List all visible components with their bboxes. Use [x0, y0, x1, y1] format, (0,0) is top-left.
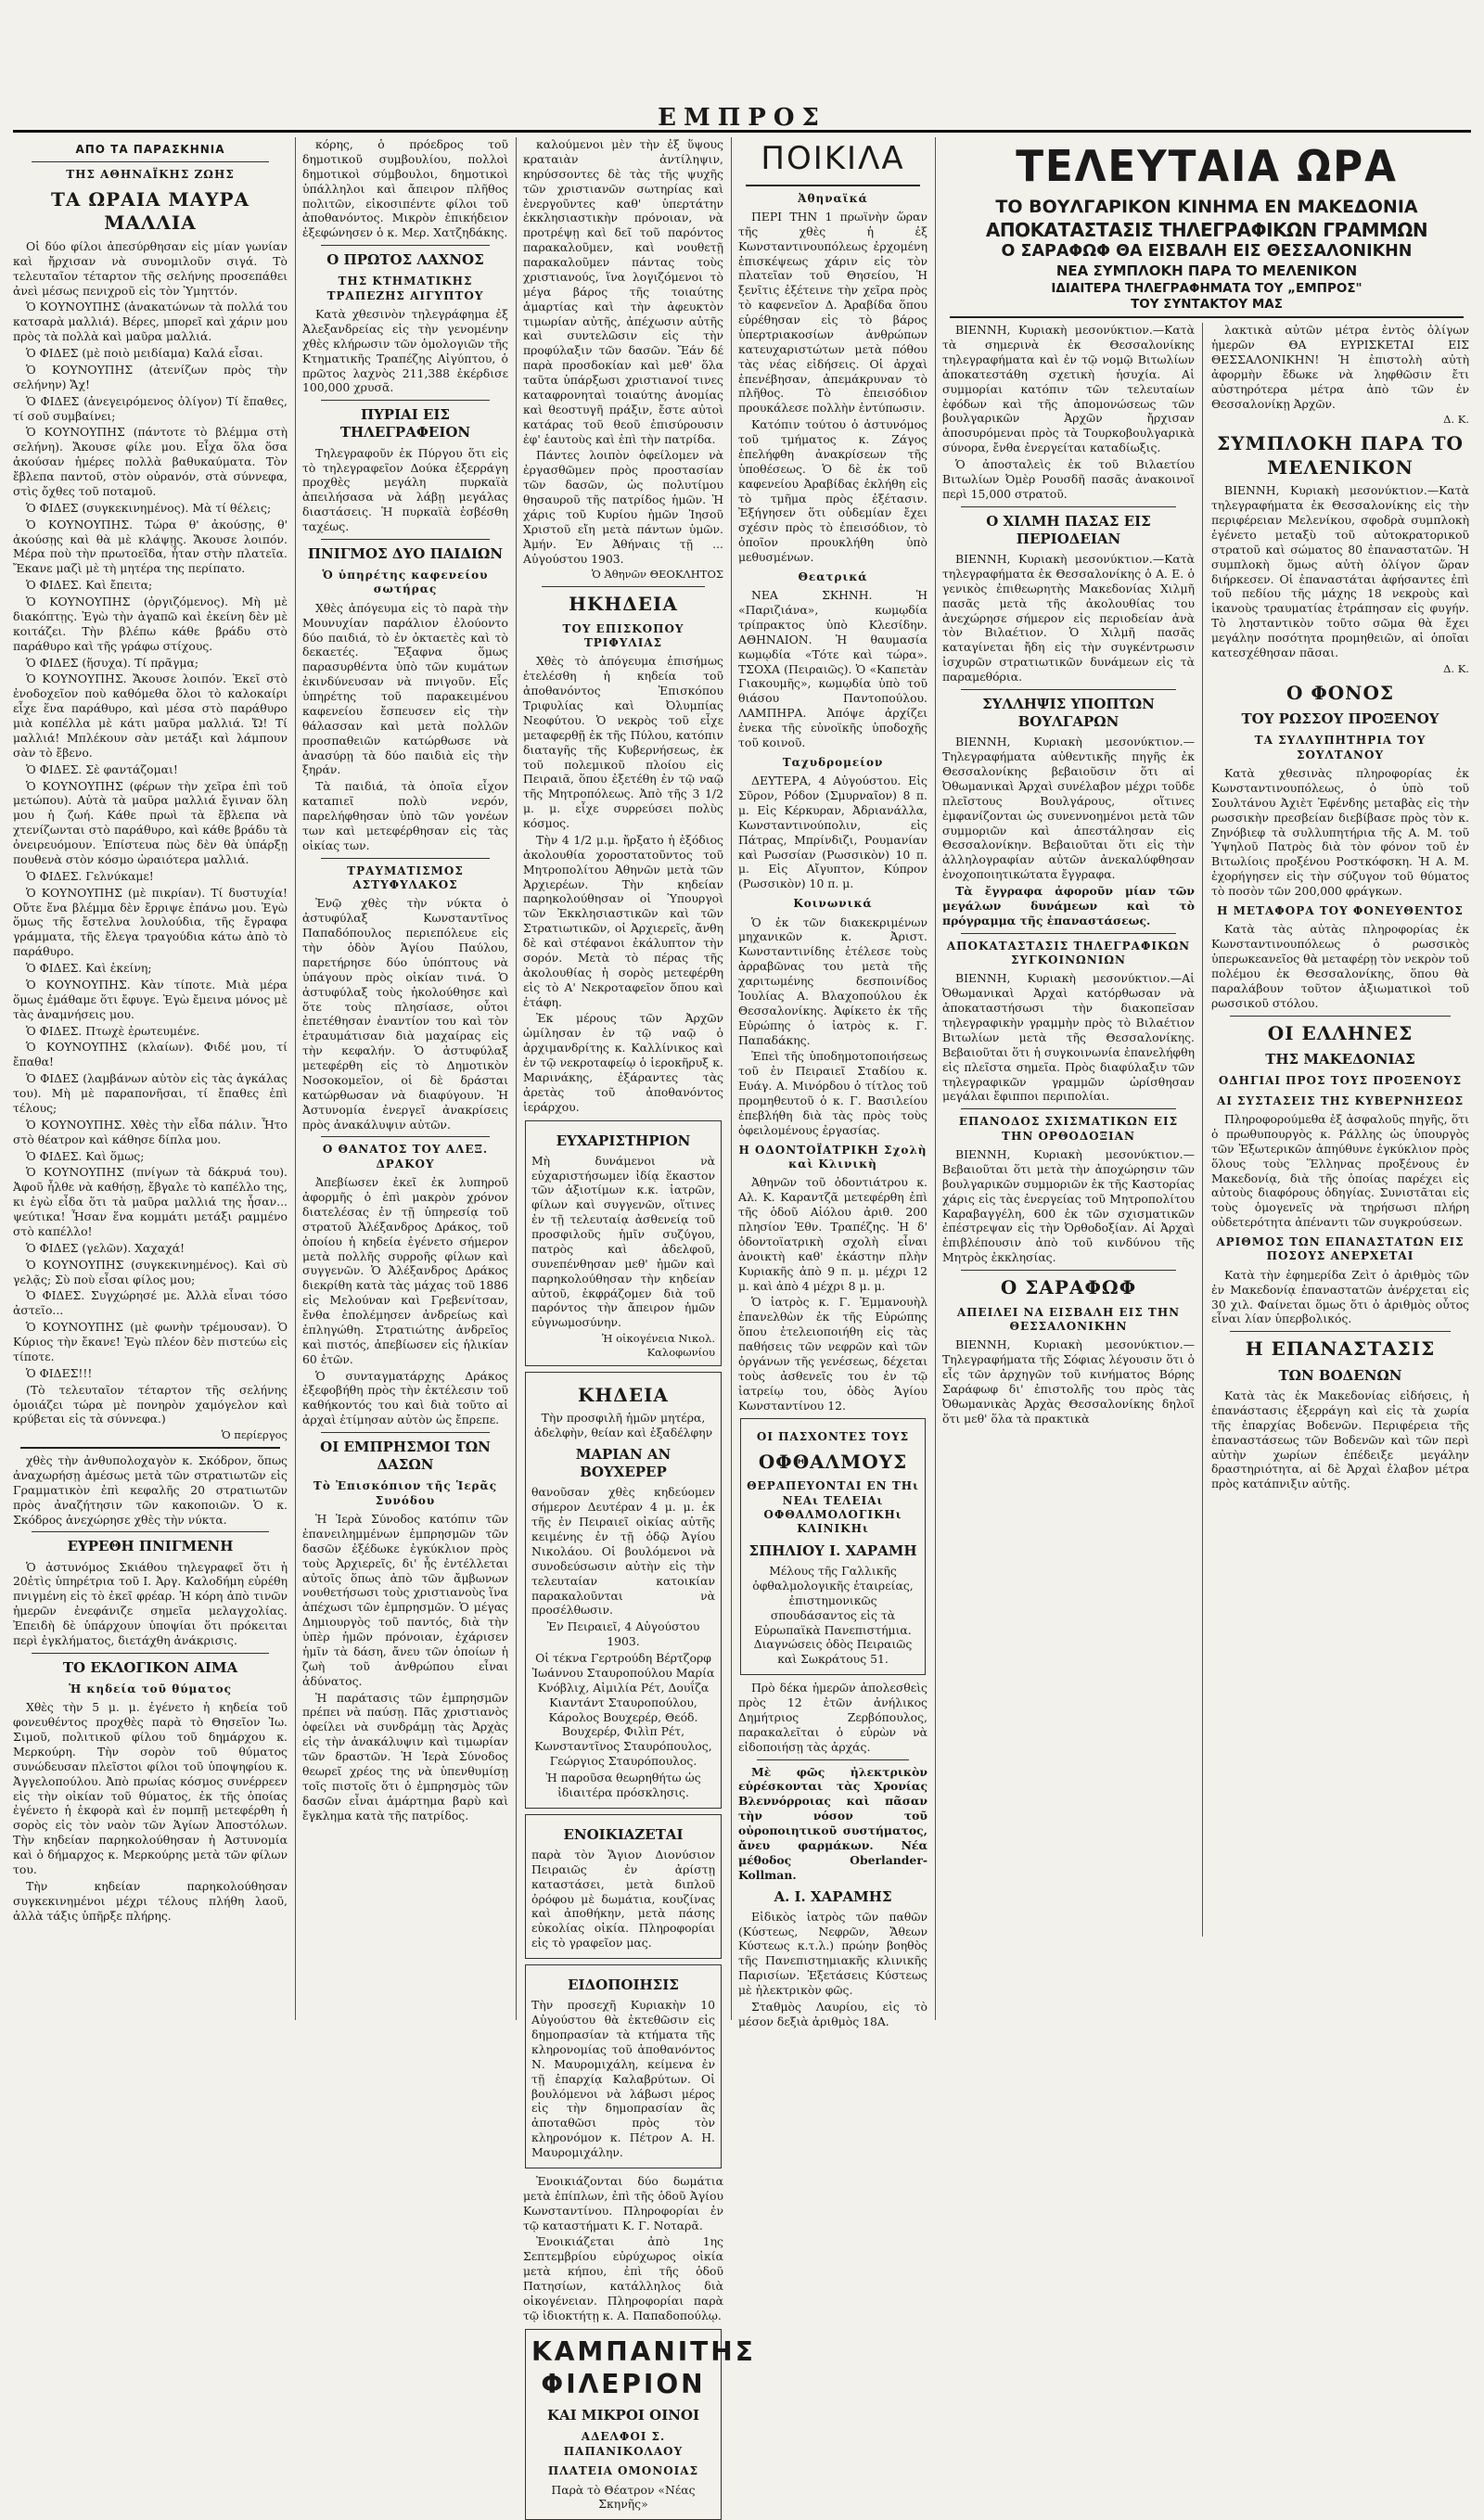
two-column-body [942, 323, 1471, 1937]
article-subheadline: ΑΠΕΙΛΕΙ ΝΑ ΕΙΣΒΑΛΗ ΕΙΣ ΤΗΝ ΘΕΣΣΑΛΟΝΙΚΗΝ [956, 1305, 1181, 1333]
paragraph: Ὁ ΚΟΥΝΟΥΠΗΣ. Χθὲς τὴν εἶδα πάλιν. Ἦτο στὸ θέατρον καὶ κάθησε δίπλα μου. [13, 1117, 288, 1146]
paragraph: Ὁ ΚΟΥΝΟΥΠΗΣ (ὀργιζόμενος). Μὴ μὲ διακόπτῃς. Ἐγὼ τὴν ἀγαπῶ καὶ ἐκείνη δὲν μὲ κοιτάζει. Τὴν βλέπω κάθε βράδυ στὸ παράθυρο καὶ τῆς γράφω στίχους. [13, 595, 288, 653]
paragraph: Μὲ φῶς ἠλεκτρικὸν εὑρέσκονται τὰς Χρονίας Βλεννόρροιας καὶ πᾶσαν τὴν νόσον τοῦ οὐροποιητικοῦ συστήματος, ἄνευ φαρμάκων. Νέα μέθοδος Oberlander-Kollman. [738, 1764, 928, 1882]
section-title: ΑΠΟ ΤΑ ΠΑΡΑΣΚΗΝΙΑ [75, 143, 225, 156]
paragraph: Ἐκ μέρους τῶν Ἀρχῶν ὡμίλησαν ἐν τῷ ναῷ ὁ ἀρχιμανδρίτης κ. Καλλίνικος καὶ ἐν τῷ νεκροταφείῳ ὁ ἱεροκῆρυξ κ. Μαρινάκης, ἐξάραντες τὰς ἀρετὰς τοῦ ἀποθανόντος ἱεράρχου. [523, 1011, 723, 1114]
article-headline: ΑΠΟΚΑΤΑΣΤΑΣΙΣ ΤΗΛΕΓΡΑΦΙΚΩΝ ΣΥΓΚΟΙΝΩΝΙΩΝ [946, 939, 1191, 967]
divider [321, 245, 490, 246]
paragraph: Ὁ ΚΟΥΝΟΥΠΗΣ (συγκεκινημένος). Καὶ σὺ γελᾷς; Σὺ ποὺ εἶσαι φίλος μου; [13, 1257, 288, 1286]
article-headline: ΠΥΡΙΑΙ ΕΙΣ ΤΗΛΕΓΡΑΦΕΙΟΝ [339, 406, 471, 441]
ad-place: ΠΛΑΤΕΙΑ ΟΜΟΝΟΙΑΣ [547, 2464, 699, 2478]
paragraph: Ὁ ΦΙΔΕΣ. Σὲ φαντάζομαι! [26, 761, 178, 776]
paragraph: Ἡ παράτασις τῶν ἐμπρησμῶν πρέπει νὰ παύσῃ. Πᾶς χριστιανὸς ὀφείλει νὰ συνδράμῃ τὰς Ἀρχὰς εἰς τὴν ἀνακάλυψιν καὶ τιμωρίαν τῶν δραστῶν. Ἡ Ἱερὰ Σύνοδος θεωρεῖ χρέος της νὰ ὑπενθυμίσῃ τοῖς πιστοῖς ὅτι ὁ ἐμπρησμὸς τῶν δασῶν εἶναι ἁμάρτημα βαρὺ καὶ ἔγκλημα κατὰ τῆς πατρίδος. [302, 1690, 508, 1823]
subsection-title: Κοινωνικά [793, 897, 873, 911]
paragraph: (Τὸ τελευταῖον τέταρτον τῆς σελήνης ὁμοιάζει τώρα μὲ πονηρὸν χαμόγελον καὶ κρύβεται εἰς τὰ σύννεφα.) [13, 1382, 288, 1426]
article-subheadline: ΟΔΗΓΙΑΙ ΠΡΟΣ ΤΟΥΣ ΠΡΟΞΕΝΟΥΣ [1218, 1074, 1463, 1088]
notice-headline: Η ΟΔΟΝΤΟΪΑΤΡΙΚΗ Σχολὴ καὶ Κλινικὴ [738, 1143, 928, 1171]
paragraph: Ὁ ΦΙΔΕΣ. Πτωχὲ ἐρωτευμένε. [26, 1023, 200, 1038]
paragraph: Ἐνοικιάζεται ἀπὸ 1ης Σεπτεμβρίου εὐρύχωρος οἰκία μετὰ κήπου, ἐπὶ τῆς ὁδοῦ Πατησίων, κατάλληλος διὰ οἰκογένειαν. Πληροφορίαι παρὰ τῷ ἰδιοκτήτῃ κ. Α. Παπαδοπούλῳ. [523, 2234, 723, 2322]
paragraph: Κατὰ τὰς αὐτὰς πληροφορίας ἐκ Κωνσταντινουπόλεως ὁ ρωσσικὸς ὑπερωκεανεῖος θὰ μεταφέρῃ τὸν νεκρὸν τοῦ πολέμου ἐκ Θεσσαλονίκης, ὅπου θὰ παραλάβουν τοῦτον ἀξιωματικοὶ τοῦ ρωσσικοῦ στόλου. [1211, 922, 1469, 1010]
paragraph: Ὁ ΦΙΔΕΣ (λαμβάνων αὐτὸν εἰς τὰς ἀγκάλας του). Μὴ μὲ παραπονῆσαι, τί ἔπαθες ἐπὶ τέλους; [13, 1071, 288, 1115]
paragraph: Πρὸ δέκα ἡμερῶν ἀπολεσθεὶς πρὸς 12 ἐτῶν ἀνήλικος Δημήτριος Ζερβόπουλος, παρακαλεῖται ὁ εὑρὼν νὰ εἰδοποιήσῃ τὰς ἀρχάς. [738, 1681, 928, 1754]
paragraph: Χθὲς ἀπόγευμα εἰς τὸ παρὰ τὴν Μουνυχίαν παράλιον ἐλούοντο δύο παιδιά, τὸ ἐν ὀκταετὲς καὶ τὸ δεκαετές. Ἔξαφνα ὅμως παρασυρθέντα ὑπὸ τῶν κυμάτων ἐκινδύνευσαν νὰ πνιγοῦν. Εἷς ὑπηρέτης τοῦ παρακειμένου καφενείου ἔσπευσεν εἰς τὴν θάλασσαν καὶ μετὰ πολλῶν προσπαθειῶν κατώρθωσε νὰ ἀνασύρῃ τὰ δύο παιδιὰ εἰς τὴν ξηράν. [302, 600, 508, 777]
paragraph: Ὁ ΦΙΔΕΣ. Καὶ ἔπειτα; [26, 578, 153, 593]
paragraph: Ἀθηνῶν τοῦ ὀδοντιάτρου κ. Αλ. Κ. Καραντζᾶ μετεφέρθη ἐπὶ τῆς ὁδοῦ Αἰόλου ἀριθ. 200 πλησίον Ἐθν. Τραπέζης. Ἡ δ' ὀδοντοϊατρικὴ σχολὴ εἶναι ἀνοικτὴ καθ' ἑκάστην πλὴν Κυριακῆς ἀπὸ 9 π. μ. μέχρι 12 μ. καὶ ἀπὸ 4 μέχρι 8 μ. μ. [738, 1175, 928, 1293]
paragraph: Πληροφορούμεθα ἐξ ἀσφαλοῦς πηγῆς, ὅτι ὁ πρωθυπουργὸς κ. Ράλλης ὡς ὑπουργὸς τῶν Ἐξωτερικῶν ἀπηύθυνε ἐγκύκλιον πρὸς ὅλους τοὺς Ἕλληνας προξένους ἐν Μακεδονίᾳ, διὰ τῆς ὁποίας παρέχει εἰς αὐτοὺς διαφόρους ὁδηγίας. Συνιστᾶται εἰς τοὺς ὁμογενεῖς νὰ τηρήσωσι πλήρη οὐδετερότητα ἀπέναντι τῶν συγκρούσεων. [1211, 1112, 1469, 1230]
section-title: ΠΟΙΚΙΛΑ [761, 140, 905, 177]
article-subheadline: ΤΟΥ ΡΩΣΣΟΥ ΠΡΟΞΕΝΟΥ [1241, 710, 1439, 728]
divider [1230, 1331, 1451, 1332]
signature: Ὁ Ἀθηνῶν ΘΕΟΚΛΗΤΟΣ [591, 568, 723, 582]
paragraph: ΒΙΕΝΝΗ, Κυριακὴ μεσονύκτιον.—Βεβαιοῦται ὅτι μετὰ τὴν ἀποχώρησιν τῶν βουλγαρικῶν συμμοριῶν ἐκ τῆς Καστορίας χάρις εἰς τὰς ἐνεργείας τοῦ Μητροπολίτου Καραβαγγέλη, 600 ἐκ τῶν σχισματικῶν ἐπέστρεψαν εἰς τὴν Ὀρθοδοξίαν. Αἱ Ἀρχαὶ ἐπιβλέπουσιν ἀπὸ τοῦ κινδύνου τῆς Μητρὸς ἐκκλησίας. [942, 1147, 1195, 1265]
paragraph: Ἐν Πειραιεῖ, 4 Αὐγούστου 1903. [546, 1619, 700, 1649]
paragraph: Ὁ ΦΙΔΕΣ. Γελνύκαμε! [26, 868, 154, 883]
masthead [0, 0, 1484, 132]
divider [32, 161, 269, 162]
banner-headline: ΙΔΙΑΙΤΕΡΑ ΤΗΛΕΓΡΑΦΗΜΑΤΑ ΤΟΥ „ΕΜΠΡΟΣ" [1051, 280, 1362, 296]
column-1 [13, 137, 288, 2020]
divider [20, 1447, 280, 1449]
paragraph: Ὁ ΚΟΥΝΟΥΠΗΣ. Τώρα θ' ἀκούσῃς, θ' ἀκούσῃς καὶ θὰ μὲ κλάψῃς. Ἄκουσε λοιπόν. Μέρα ποὺ τὴν πρωτοεῖδα, ἦταν στὴν πλατεῖα. Ἔκανε μαζὶ μὲ τὴ μητέρα της περίπατο. [13, 517, 288, 576]
notice-title: ΚΗΔΕΙΑ [578, 1383, 669, 1406]
paragraph: Ὁ ΦΙΔΕΣ. Καὶ ἐκείνη; [26, 961, 152, 976]
masthead-title: ΕΜΠΡΟΣ [658, 104, 826, 132]
paragraph: ΝΕΑ ΣΚΗΝΗ. Ἡ «Παριζιάνα», κωμῳδία τρίπρακτος ὑπὸ Κλεσίδην. ΑΘΗΝΑΙΟΝ. Ἡ θαυμασία κωμῳδία «Τότε καὶ τώρα». ΤΣΟΧΑ (Πειραιῶς). Ὁ «Καπετὰν Γιακουμῆς», κωμῳδία ὑπὸ τοῦ θιάσου Παντοπούλου. ΛΑΜΠΗΡΑ. Ἀπόψε ἀρχίζει ἐνεκα τῆς εὐνοϊκῆς ὑποδοχῆς τοῦ κοινοῦ. [738, 588, 928, 749]
paragraph: Εἰδικὸς ἰατρὸς τῶν παθῶν (Κύστεως, Νεφρῶν, Ἄθεων Κύστεως κ.τ.λ.) πρώην βοηθὸς τῆς Πανεπιστημιακῆς κλινικῆς Παρισίων. Ἐξετάσεις Κύστεως μὲ ἠλεκτρικὸν φῶς. [738, 1909, 928, 1998]
divider [321, 400, 490, 401]
column-4 [738, 137, 928, 2028]
paragraph: Κατόπιν τούτου ὁ ἀστυνόμος τοῦ τμήματος κ. Ζάγος ἐπελήφθη ἀνακρίσεων τῆς ὑποθέσεως. Ὁ δὲ ἐκ τοῦ καφενείου Ἀραβίδας ἐκλήθη εἰς τὸ τμῆμα πρὸς ἐξέτασιν. Ἐξήγησεν ὅτι οὐδεμίαν ἔχει σχέσιν πρὸς τὸ ἐπεισόδιον, τὸ ὁποῖον προυκλήθη ὑπὸ μεθυσμένων. [738, 417, 928, 564]
paragraph: Ὁ ΦΙΔΕΣ. Καὶ ὅμως; [26, 1148, 145, 1163]
deceased-name: ΜΑΡΙΑΝ ΑΝ ΒΟΥΧΕΡΕΡ [575, 1446, 672, 1481]
paragraph: κόρης, ὁ πρόεδρος τοῦ δημοτικοῦ συμβουλίου, πολλοὶ δημοτικοὶ σύμβουλοι, δημοτικοὶ ὑπάλληλοι καὶ ἄπειρον πλῆθος πολιτῶν, εἰκοσιπέντε φίλοι τοῦ ἀποθανόντος. Μικρὸν ἐπικήδειον ἐξεφώνησεν ὁ κ. Μερ. Χατζηδάκης. [302, 137, 508, 240]
divider [950, 316, 1464, 318]
article-headline: Ο ΦΟΝΟΣ [1286, 681, 1395, 704]
divider [746, 185, 920, 186]
article-subheadline: ΤΟΥ ΕΠΙΣΚΟΠΟΥ ΤΡΙΦΥΛΙΑΣ [562, 621, 684, 650]
paragraph: Ὁ ἐκ τῶν διακεκριμένων μηχανικῶν κ. Ἀριστ. Κωνσταντινίδης ἐτέλεσε τοὺς ἀρραβῶνας του μετὰ τῆς χαριτωμένης δεσποινίδος Ἰουλίας Α. Βλαχοπούλου ἐκ Θεσσαλονίκης. Ἀφίκετο ἐκ τῆς Εὐρώπης ὁ ἰατρὸς κ. Γ. Παπαδάκης. [738, 915, 928, 1047]
paragraph: Ἐπεὶ τῆς ὑποδημοτοποιήσεως τοῦ ἐν Πειραιεῖ Σταδίου κ. Ευάγ. Α. Μινόρδου ὁ τίτλος τοῦ προμηθευτοῦ ὁ κ. Γ. Βασιλείου ἐπεβλήθη διὰ τὰς πρὸς τοὺς ὀφειλομένους ἐργασίας. [738, 1049, 928, 1137]
column-divider [935, 137, 936, 2020]
paragraph: Ὁ ΚΟΥΝΟΥΠΗΣ (ἀτενίζων πρὸς τὴν σελήνην) Ἄχ! [13, 362, 288, 391]
funeral-notice [525, 1372, 722, 1809]
divider [1230, 1016, 1451, 1017]
ad-box [740, 1418, 926, 1675]
article-headline: ΤΡΑΥΜΑΤΙΣΜΟΣ ΑΣΤΥΦΥΛΑΚΟΣ [347, 863, 464, 892]
signature: Δ. Κ. [1443, 413, 1469, 427]
article-subheadline: Τὸ Ἐπισκόπιον τῆς Ἱερᾶς Συνόδου [313, 1479, 498, 1507]
paragraph: Χθὲς τὴν 5 μ. μ. ἐγένετο ἡ κηδεία τοῦ φονευθέντος προχθὲς παρὰ τὸ Θησεῖον Ἰω. Σιμοῦ, πολιτικοῦ φίλου τοῦ δημάρχου κ. Μερκούρη. Τὴν σορὸν τοῦ θύματος συνώδευσαν πλεῖστοι φίλοι τοῦ ὑποψηφίου κ. Ἀγγελοπούλου. Ἀπὸ πρωίας κόσμος συνέρρεεν εἰς τὴν οἰκίαν τοῦ θύματος, ἐκ τῆς ὁποίας ἐγένετο ἡ ἐκφορὰ καὶ ἐν πομπῇ μετεφέρθη ἡ σορὸς εἰς τὸν ναὸν τῶν Ἁγίων Ἀποστόλων. Τὴν κηδείαν παρηκολούθησαν ἡ Ἀστυνομία καὶ ὁ δήμαρχος κ. Μερκούρης μετὰ τῶν φίλων του. [13, 1700, 288, 1876]
paragraph: Κατὰ χθεσινὸν τηλεγράφημα ἐξ Ἀλεξανδρείας εἰς τὴν γενομένην χθὲς κλήρωσιν τῶν ὁμολογιῶν τῆς Κτηματικῆς Τραπέζης Αἰγύπτου, ὁ πρῶτος λαχνὸς 211,388 ἐκέρδισε 100,000 χρυσᾶ. [302, 307, 508, 395]
article-headline: Ο ΘΑΝΑΤΟΣ ΤΟΥ ΑΛΕΞ. ΔΡΑΚΟΥ [322, 1143, 489, 1170]
article-headline: ΤΟ ΕΚΛΟΓΙΚΟΝ ΑΙΜΑ [62, 1658, 238, 1676]
signature: Ὁ περίεργος [221, 1428, 288, 1442]
paragraph: Οἱ δύο φίλοι ἀπεσύρθησαν εἰς μίαν γωνίαν καὶ ἤρχισαν νὰ συνομιλοῦν σιγά. Τὸ τελευταῖον τέταρτον τῆς σελήνης προσεπάθει ἀνεὶ μέσως πενιχροῦ εἰς τὸν Ὑμηττόν. [13, 238, 288, 298]
paragraph: ΒΙΕΝΝΗ, Κυριακὴ μεσονύκτιον.—Αἱ Ὀθωμανικαὶ Ἀρχαὶ κατόρθωσαν νὰ ἀποκαταστήσωσι τὴν διακοπεῖσαν τηλεγραφικὴν γραμμὴν πρὸς τὸ Βιλαέτιον Βιτωλίων μετὰ τῆς Θεσσαλονίκης. Βεβαιοῦται ὅτι ἡ συγκοινωνία ἐπανελήφθη εἰς πλεῖστα σημεῖα. Πρὸς διαφύλαξιν τῶν τηλεγραφικῶν γραμμῶν ὡρίσθησαν μεγάλαι ἔφιπποι περιπολίαι. [942, 971, 1195, 1104]
paragraph: Σταθμὸς Λαυρίου, εἰς τὸ μέσον δεξιὰ ἀριθμὸς 18Α. [738, 1999, 928, 2028]
ad-box [525, 1814, 722, 1959]
paragraph: Τὴν 4 1/2 μ.μ. ἤρξατο ἡ ἐξόδιος ἀκολουθία χοροστατοῦντος τοῦ Μητροπολίτου Ἀθηνῶν μετὰ τῶν Ἀρχιερέων. Τὴν κηδείαν παρηκολούθησαν οἱ Ὑπουργοὶ τῶν Ἐκκλησιαστικῶν καὶ τῶν Στρατιωτικῶν, οἱ Ἀρχιερεῖς, ἄνθη δὲ καὶ στέφανοι ἐκάλυπτον τὴν σορόν. Μετὰ τὸ πέρας τῆς ἀκολουθίας ἡ σορὸς μετεφέρθη εἰς τὸ Α' Νεκροταφεῖον ὅπου καὶ ἐτάφη. [523, 832, 723, 1009]
subsection-title: Ταχυδρομείον [782, 755, 884, 769]
paragraph: Ἀπεβίωσεν ἐκεῖ ἐκ λυπηροῦ ἀφορμῆς ὁ ἐπὶ μακρὸν χρόνον διατελέσας ἐν τῇ ὑπηρεσίᾳ τοῦ στρατοῦ Ἀλέξανδρος Δράκος, τοῦ ὁποίου ἡ κηδεία ἐγένετο σήμερον μετὰ πολλῆς συρροῆς φίλων καὶ συγγενῶν. Ὁ Ἀλέξανδρος Δράκος διεκρίθη κατὰ τὰς μάχας τοῦ 1886 εἰς Μελούναν καὶ Γρεβενίτσαν, ἔνθα ἐπολέμησεν ἀνδρείως καὶ ἐπληγώθη. Στρατιώτης ἀνδρεῖος καὶ πιστός, ἀπεβίωσεν εἰς ἡλικίαν 60 ἐτῶν. [302, 1175, 508, 1366]
divider [542, 586, 705, 587]
article-headline: Ο ΣΑΡΑΦΩΦ [1000, 1276, 1137, 1299]
paragraph: Ὁ ΚΟΥΝΟΥΠΗΣ (μὲ πικρίαν). Τί δυστυχία! Οὔτε ἕνα βλέμμα δὲν ἔρριψε ἐπάνω μου. Ἐγὼ ὅμως τῆς ἔστελνα λουλούδια, τῆς ἔγραφα γράμματα, τῆς ἔλεγα τραγούδια κάτω ἀπὸ τὸ παράθυρο. [13, 885, 288, 959]
paragraph: ΒΙΕΝΝΗ, Κυριακὴ μεσονύκτιον.—Τηλεγραφήματα αὐθεντικῆς πηγῆς ἐκ Θεσσαλονίκης βεβαιοῦσιν ὅτι αἱ Ὀθωμανικαὶ Ἀρχαὶ συνέλαβον μέχρι τοῦδε πλεῖστους Βουλγάρους, οἵτινες ἐμφανίζονται ὡς συνεννοημένοι μετὰ τῶν συμμοριῶν καὶ ἀπεστάλησαν εἰς Θεσσαλονίκην. Βεβαιοῦται ὅτι εἰς τὴν ἀλληλογραφίαν αὐτῶν ἀνεκαλύφθησαν ἐνοχοποιητικώτατα ἔγγραφα. [942, 735, 1195, 882]
subsection-title: Θεατρικά [798, 569, 868, 583]
banner-headline: ΤΟΥ ΣΥΝΤΑΚΤΟΥ ΜΑΣ [1131, 297, 1283, 313]
paragraph: Κατὰ τὴν ἐφημερίδα Ζεὶτ ὁ ἀριθμὸς τῶν ἐν Μακεδονίᾳ ἐπαναστατῶν ἀνέρχεται εἰς 30 χιλ. Φαίνεται ὅμως ὅτι ὁ ἀριθμὸς οὗτος εἶναι λίαν ὑπερβολικός. [1211, 1267, 1469, 1326]
ad-title: Α. Ι. ΧΑΡΑΜΗΣ [774, 1887, 892, 1905]
paragraph: Τηλεγραφοῦν ἐκ Πύργου ὅτι εἰς τὸ τηλεγραφεῖον Δούκα ἐξερράγη προχθὲς μεγάλη πυρκαϊὰ ἀπειλήσασα νὰ λάβῃ μεγάλας διαστάσεις. Ἡ πυρκαϊὰ ἐσβέσθη ταχέως. [302, 445, 508, 534]
article-subheadline: ΤΑ ΣΥΛΛΥΠΗΤΗΡΙΑ ΤΟΥ ΣΟΥΛΤΑΝΟΥ [1254, 734, 1426, 761]
paragraph: Τὴν προσφιλῆ ἡμῶν μητέρα, ἀδελφὴν, θείαν καὶ ἐξαδέλφην [533, 1411, 713, 1440]
article-subheadline: ΤΗΣ ΜΑΚΕΔΟΝΙΑΣ [1265, 1051, 1415, 1068]
paragraph: Τὴν προσεχῆ Κυριακὴν 10 Αὐγούστου θὰ ἐκτεθῶσιν εἰς δημοπρασίαν τὰ κτήματα τῆς κληρονομίας τοῦ ἀποθανόντος Ν. Μαυρομιχάλη, κείμενα ἐν τῇ ἐπαρχίᾳ Καλαβρύτων. Οἱ βουλόμενοι νὰ λάβωσι μέρος εἰς τὴν δημοπρασίαν ἂς ἀποταθῶσι πρὸς τὸν κληρονόμον κ. Πέτρον Α. Η. Μαυρομιχάλην. [531, 1998, 715, 2159]
paragraph: Ὁ ΦΙΔΕΣ (ἀνεγειρόμενος ὀλίγον) Τί ἔπαθες, τί σοῦ συμβαίνει; [13, 393, 288, 423]
paragraph: Ὁ ΚΟΥΝΟΥΠΗΣ. Κὰν τίποτε. Μιὰ μέρα ὅμως ἐμάθαμε ὅτι ἔφυγε. Ἐγὼ ἔμεινα μόνος μὲ τὰς ἀναμνήσεις μου. [13, 977, 288, 1021]
paragraph: Ὁ ΦΙΔΕΣ (συγκεκινημένος). Μὰ τί θέλεις; [26, 500, 272, 515]
paragraph: Ὁ ΦΙΔΕΣ (μὲ ποιὸ μειδίαμα) Καλά εἶσαι. [26, 346, 263, 361]
column-divider [516, 137, 517, 2020]
article-headline: ΗΚΗΔΕΙΑ [569, 593, 678, 616]
banner-headline: ΑΠΟΚΑΤΑΣΤΑΣΙΣ ΤΗΛΕΓΡΑΦΙΚΩΝ ΓΡΑΜΜΩΝ [985, 218, 1428, 241]
divider [757, 1759, 909, 1760]
subsection-title: Ἀθηναϊκά [798, 191, 868, 205]
paragraph: Ὁ ΦΙΔΕΣ (ἥσυχα). Τί πρᾶγμα; [26, 655, 199, 670]
column-2 [302, 137, 508, 2020]
paragraph: Οἱ τέκνα Γερτρούδη Βέρτζορφ Ἰωάννου Σταυροπούλου Μαρία Κνόβλιχ, Αἰμιλία Ρέτ, Δουΐζα Κιαντάντ Σταυροπούλου, Κάρολος Βουχερέρ, Θεόδ. Βουχερέρ, Φιλὶπ Ρέτ, Κωνσταντῖνος Σταυρόπουλος, Γεώργιος Σταυρόπουλος. [531, 1651, 715, 1769]
paragraph: Πάντες λοιπὸν ὀφείλομεν νὰ ἐργασθῶμεν πρὸς προστασίαν τῶν δασῶν, ὡς πολυτίμου θησαυροῦ τῆς πατρίδος ἡμῶν. Ἡ χάρις τοῦ Κυρίου ἡμῶν Ἰησοῦ Χριστοῦ εἴη μετὰ πάντων ὑμῶν. Ἀμήν. Ἐν Ἀθήναις τῇ ... Αὐγούστου 1903. [523, 448, 723, 566]
notice-box [525, 1120, 722, 1366]
article-headline: ΕΠΑΝΟΔΟΣ ΣΧΙΣΜΑΤΙΚΩΝ ΕΙΣ ΤΗΝ ΟΡΘΟΔΟΞΙΑΝ [958, 1115, 1179, 1143]
paragraph: Ὁ ΦΙΔΕΣ!!! [26, 1365, 93, 1380]
article-headline: ΣΥΜΠΛΟΚΗ ΠΑΡΑ ΤΟ ΜΕΛΕΝΙΚΟΝ [1217, 432, 1464, 479]
divider [961, 1108, 1176, 1109]
ad-product: ΦΙΛΕΡΙΟΝ [541, 2369, 706, 2400]
paragraph: Τὰ ἔγγραφα ἀφοροῦν μίαν τῶν μεγάλων δυνάμεων καὶ τὸ πρόγραμμα τῆς ἐπαναστάσεως. [942, 884, 1195, 927]
subsection-title: ΤΗΣ ΑΘΗΝΑΪΚΗΣ ΖΩΗΣ [66, 168, 235, 182]
article-headline: Ο ΠΡΩΤΟΣ ΛΑΧΝΟΣ [326, 251, 484, 269]
article-subheadline: ΤΩΝ ΒΟΔΕΝΩΝ [1278, 1366, 1402, 1384]
paragraph: Ὁ ΚΟΥΝΟΥΠΗΣ. Ἄκουσε λοιπόν. Ἐκεῖ στὸ ἐνοδοχεῖον ποὺ καθόμεθα ὅλοι τὸ καλοκαίρι εἶχε ἕνα παράθυρο, καὶ μέσα στὸ παράθυρο μιὰ κοπέλλα μὲ κάτι μαῦρα μαλλιά. Ὤ! Τί μαλλιά! Μπλέκουν σὰν μετάξι καὶ λάμπουν σὰν τὸ ἔβενο. [13, 672, 288, 760]
divider [321, 1136, 490, 1137]
notice-title: ΕΥΧΑΡΙΣΤΗΡΙΟΝ [556, 1132, 691, 1149]
paragraph: ΒΙΕΝΝΗ, Κυριακὴ μεσονύκτιον.—Κατὰ τηλεγραφήματα ἐκ Θεσσαλονίκης ὁ Α. Ε. ὁ γενικὸς ἐπιθεωρητὴς Μακεδονίας Χιλμῆ πασᾶς μετὰ τῆς ἀκολουθίας του ἀνεχώρησε σήμερον εἰς περιοδείαν ἀνὰ τὸν Βιλαέτιον. Ὁ Χιλμῆ πασᾶς καταγίνεται ἤδη εἰς τὴν συγκέντρωσιν ἰσχυρῶν στρατιωτικῶν δυνάμεων εἰς τὰ παραμεθόρια. [942, 552, 1195, 684]
paragraph: Κατὰ τὰς ἐκ Μακεδονίας εἰδήσεις, ἡ ἐπανάστασις ἐξερράγη καὶ εἰς τὰ χωρία τῆς ἐπαρχίας Βοδενῶν. Περιφέρεια τῆς ἐπαναστάσεως τῶν Βοδενῶν καὶ τῶν περὶ αὐτὴν χωρίων ἐπέδειξε μεγάλην δραστηριότητα, αἱ δὲ Ἀρχαὶ ἐλαβον μέτρα πρὸς κατάπνιξιν αὐτῆς. [1211, 1388, 1469, 1491]
paragraph: θανοῦσαν χθὲς κηδεύομεν σήμερον Δευτέραν 4 μ. μ. ἐκ τῆς ἐν Πειραιεῖ οἰκίας αὐτῆς κειμένης ἐν τῇ ὁδῷ Ἀγίου Νικολάου. Οἱ βουλόμενοι νὰ συνοδεύσωσιν αὐτὴν εἰς τὴν τελευταίαν κατοικίαν παρακαλοῦνται νὰ προσέλθωσιν. [531, 1485, 715, 1618]
paragraph: παρὰ τὸν Ἅγιον Διονύσιον Πειραιῶς ἐν ἀρίστῃ καταστάσει, μετὰ διπλοῦ ὀρόφου μὲ δωμάτια, κουζίνας καὶ ἀποθήκην, μετὰ πάσης εὐκολίας οἰκία. Πληροφορίαι εἰς τὸ γραφεῖον μας. [531, 1847, 715, 1951]
paragraph: ΒΙΕΝΝΗ, Κυριακὴ μεσονύκτιον.—Κατὰ τηλεγραφήματα ἐκ Θεσσαλονίκης εἰς τὴν περιφέρειαν Μελενίκου, σφοδρὰ συμπλοκὴ ἐγένετο μεταξὺ τοῦ αὐτοκρατορικοῦ στρατοῦ καὶ σώματος 80 ἐπαναστατῶν. Ἡ συμπλοκὴ ὅμως αὐτὴ ὀλίγον ὥραν διήρκεσεν. Οἱ ἐπαναστάται ἀφήσαντες ἐπὶ τοῦ πεδίου τῆς μάχης 18 νεκροὺς καὶ ἱκανοὺς τραυματίας ἐτράπησαν εἰς φυγήν. Τὸ λησταντικὸν τοῦτο σῶμα θὰ ἔχει μεγάλην ποσότητα προμηθειῶν, αἱ ὁποῖαι κατεσχέθησαν πᾶσαι. [1211, 483, 1469, 659]
paragraph: Ὁ ΚΟΥΝΟΥΠΗΣ (ἀνακατώνων τὰ πολλά του κατσαρὰ μαλλιά). Βέρες, μπορεῖ καὶ χάριν μου πρὸς τὰ πολλὰ καὶ μαῦρα μαλλιά. [13, 300, 288, 344]
article-subheadline: ΑΡΙΘΜΟΣ ΤΩΝ ΕΠΑΝΑΣΤΑΤΩΝ ΕΙΣ ΠΟΣΟΥΣ ΑΝΕΡΧΕΤΑΙ [1216, 1235, 1465, 1263]
subcolumn-right [1211, 323, 1469, 1493]
paragraph: Ὁ ΚΟΥΝΟΥΠΗΣ (πάντοτε τὸ βλέμμα στὴ σελήνη). Ἄκουσε φίλε μου. Εἶχα ὅλα ὅσα ἀκούσαν ἡμέρες πολλὰ βαθυκαύματα. Τὸν ἔβλεπα παντοῦ, στὸν οὐρανόν, στὰ σύννεφα, στὶς ὄχθες τοῦ ποταμοῦ. [13, 425, 288, 498]
paragraph: Ὁ ΦΙΔΕΣ (γελῶν). Χαχαχά! [26, 1240, 186, 1255]
ad-box [525, 1964, 722, 2168]
ad-owners: ΑΔΕΛΦΟΙ Σ. ΠΑΠΑΝΙΚΟΛΑΟΥ [563, 2430, 684, 2458]
signature: Ἡ οἰκογένεια Νικολ. Καλοφωνίου [602, 1332, 715, 1359]
ad-doctor: ΣΠΗΛΙΟΥ Ι. ΧΑΡΑΜΗ [748, 1541, 917, 1559]
paragraph: Ὁ ΚΟΥΝΟΥΠΗΣ (φέρων τὴν χεῖρα ἐπὶ τοῦ μετώπου). Αὐτὰ τὰ μαῦρα μαλλιά ἔγιναν ὅλη μου ἡ ζωή. Κάθε πρωὶ τὰ ἔβλεπα νὰ χτενίζωνται στὸ παράθυρο, καὶ κάθε βράδυ τὰ ὀνειρευόμουν. Ἐπίστευα πὼς δὲν θὰ ὑπάρξῃ πουθενὰ στὸν κόσμο ὡραιότερα μαλλιά. [13, 778, 288, 866]
paragraph: καλούμενοι μὲν τὴν ἐξ ὕψους κραταιὰν ἀντίληψιν, κηρύσσοντες δὲ τὰς τῆς ψυχῆς τῶν χριστιανῶν σωτηρίας καὶ ἐνεργοῦντες καθ' ὑπερτάτην ἐκκλησιαστικὴν πρόνοιαν, νὰ προτρέψῃ καὶ δεῖ τοῦ παρόντος παρακαλοῦμεν, καὶ νουθετῇ παρακαλοῦμεν πάντας τοὺς χριστιανούς, ἵνα λογιζόμενοι τὸ μέγα βάρος τῆς τοιαύτης ἁμαρτίας καὶ τὴν ἀφευκτὸν τιμωρίαν αὐτῆς, ἀπέχωσιν αὐτῆς καὶ συντελῶσιν εἰς τὴν προφύλαξιν τῶν δασῶν. Ἔάν δέ παρὰ προσδοκίαν καὶ μεθ' ὅλα ταῦτα ὑπάρξωσι χριστιανοί τινες καταφρονηταὶ τοιαύτης ἀνομίας καὶ θεοστυγῆ πράξιν, ἔστε αὐτοὶ κατάρας τοῦ θεοῦ ἐπισύρουσιν ἐφ' ἑαυτοὺς καὶ ἐπὶ τὴν πατρίδα. [523, 137, 723, 446]
paragraph: Χθὲς τὸ ἀπόγευμα ἐπισήμως ἐτελέσθη ἡ κηδεία τοῦ ἀποθανόντος Ἐπισκόπου Τριφυλίας καὶ Ὀλυμπίας Νεοφύτου. Ὁ νεκρὸς τοῦ εἶχε μεταφερθῇ ἐκ τῆς Πύλου, κατόπιν διαταγῆς τῆς Κυβερνήσεως, ἐκ τοῦ πολεμικοῦ πλοίου εἰς Πειραιᾶ, ὅπου ἐξετέθη ἐν τῷ ναῷ τῆς Μητροπόλεως. Ἀπὸ τῆς 3 1/2 μ. μ. εἶχε συρρεύσει πολὺς κόσμος. [523, 654, 723, 831]
article-headline: ΣΥΛΛΗΨΙΣ ΥΠΟΠΤΩΝ ΒΟΥΛΓΑΡΩΝ [982, 695, 1155, 731]
banner-headline: ΝΕΑ ΣΥΜΠΛΟΚΗ ΠΑΡΑ ΤΟ ΜΕΛΕΝΙΚΟΝ [1055, 262, 1358, 280]
article-subheadline: Ἡ κηδεία τοῦ θύματος [69, 1682, 232, 1695]
paragraph: Τὴν κηδείαν παρηκολούθησαν συγκεκινημένοι μέχρι τέλους πλήθη λαοῦ, ἀλλὰ τάξις ὑπῆρξε πλήρης. [13, 1878, 288, 1923]
paragraph: Ὁ ΦΙΔΕΣ. Συγχώρησέ με. Ἀλλὰ εἶναι τόσο ἀστεῖο... [13, 1288, 288, 1318]
masthead-rule [13, 130, 1471, 133]
paragraph: Ὁ ΚΟΥΝΟΥΠΗΣ (κλαίων). Φιδέ μου, τί ἔπαθα! [13, 1040, 288, 1069]
article-headline: ΟΙ ΕΜΠΡΗΣΜΟΙ ΤΩΝ ΔΑΣΩΝ [320, 1439, 491, 1474]
ad-title: ΟΦΘΑΛΜΟΥΣ [758, 1450, 908, 1473]
paragraph: ΒΙΕΝΝΗ, Κυριακὴ μεσονύκτιον.—Κατὰ τὰ σημερινὰ ἐκ Θεσσαλονίκης τηλεγραφήματα καὶ ἐν τῷ νομῷ Βιτωλίων ἀποκατεστάθη σχετικὴ ἡσυχία. Αἱ συμμορίαι κατόπιν τῶν τελευταίων ἐφόδων καὶ τῆς ἀπομονώσεως τῶν βουλγαρικῶν Ἀρχῶν ἤρχισαν ἀποσυρόμεναι πρὸς τὰ Τουρκοβουλγαρικὰ σύνορα, ἔνθα ἐνεργείται καταδίωξις. [942, 323, 1195, 455]
paragraph: Ἡ παροῦσα θεωρηθήτω ὡς ἰδιαιτέρα πρόσκλησις. [545, 1771, 701, 1799]
ad-title: ΕΝΟΙΚΙΑΖΕΤΑΙ [563, 1825, 684, 1843]
paragraph: χθὲς τὴν ἀνθυπολοχαγὸν κ. Σκόδρον, ὅπως ἀναχωρήσῃ ἀμέσως μετὰ τῶν στρατιωτῶν εἰς Γραμματικὸν ἐπὶ κεφαλῆς 20 στρατιωτῶν πρὸς ἀναζήτησιν τῶν κακοποιῶν. Ὁ κ. Σκόδρος ἀνεχώρησε χθὲς τὴν νύκτα. [13, 1453, 288, 1527]
paragraph: Μὴ δυνάμενοι νὰ εὐχαριστήσωμεν ἰδίᾳ ἕκαστον τῶν ἀξιοτίμων κ.κ. ἰατρῶν, φίλων καὶ συγγενῶν, οἵτινες ἐν τῇ τελευταίᾳ ἀσθενείᾳ τοῦ προσφιλοῦς ἡμῖν συζύγου, πατρὸς καὶ ἀδελφοῦ, συνεπένθησαν μεθ' ἡμῶν καὶ παρηκολούθησαν τὴν κηδείαν αὐτοῦ, ἐκφράζομεν διὰ τοῦ παρόντος τὴν ἄπειρον ἡμῶν εὐγνωμοσύνην. [531, 1153, 715, 1330]
ad-note: Παρὰ τὸ Θέατρον «Νέας Σκηνῆς» [551, 2482, 696, 2512]
banner-headline: Ο ΣΑΡΑΦΩΦ ΘΑ ΕΙΣΒΑΛΗ ΕΙΣ ΘΕΣΣΑΛΟΝΙΚΗΝ [1001, 241, 1413, 261]
paragraph: Ὁ ἀστυνόμος Σκιάθου τηλεγραφεῖ ὅτι ἡ 20ἐτὶς ὑπηρέτρια τοῦ Ι. Ἀργ. Καλοδήμη εὑρέθη πνιγμένη εἰς τὸ ἐκεῖ φρέαρ. Ἡ κόρη ἀπὸ τινῶν ἡμερῶν ἐνεφάνιζε σημεῖα μελαγχολίας. Ἐπειδὴ δὲ ὑπάρχουν ὑποψίαι ὅτι πρόκειται περὶ ἐγκλήματος, διετάχθη ἀνάκρισις. [13, 1559, 288, 1647]
divider [32, 1531, 269, 1532]
paragraph: Ἡ Ἱερὰ Σύνοδος κατόπιν τῶν ἐπανειλημμένων ἐμπρησμῶν τῶν δασῶν ἐξέδωκε ἐγκύκλιον πρὸς τοὺς Ἀρχιερεῖς, δι' ἧς ἐντέλλεται αὐτοῖς ὅπως ἀπὸ τῶν ἄμβωνων νουθετήσωσι τοὺς χριστιανοὺς ἵνα ἀπέχωσι τῶν ἐμπρησμῶν. Ὁ μέγας Δημιουργὸς τοῦ παντός, διὰ τὴν ὑπὲρ ἡμῶν πρόνοιαν, ἐχάρισεν ἡμῖν τὰ δάση, ἄνευ τῶν ὁποίων ἡ ζωὴ τοῦ ἀνθρώπου εἶναι ἀδύνατος. [302, 1512, 508, 1688]
column-divider [731, 137, 732, 2020]
article-headline: Ο ΧΙΛΜΗ ΠΑΣΑΣ ΕΙΣ ΠΕΡΙΟΔΕΙΑΝ [986, 512, 1151, 547]
divider [961, 506, 1176, 507]
ad-subtitle: ΘΕΡΑΠΕΥΟΝΤΑΙ ΕΝ ΤΗι ΝΕΑι ΤΕΛΕΙΑι ΟΦΘΑΛΜΟΛΟΓΙΚΗι ΚΛΙΝΙΚΗι [747, 1479, 919, 1536]
ad-product-sub: ΚΑΙ ΜΙΚΡΟΙ ΟΙΝΟΙ [546, 2407, 700, 2424]
divider [321, 858, 490, 859]
paragraph: Ὁ συνταγματάρχης Δράκος ἐξεφοβήθη πρὸς τὴν ἐκτέλεσιν τοῦ καθήκοντός του καὶ διὰ τοῦτο αἱ ἀρχαὶ ἐτίμησαν αὐτὸν ὡς ἔπρεπε. [302, 1368, 508, 1427]
paragraph: Ἐνοικιάζονται δύο δωμάτια μετὰ ἐπίπλων, ἐπὶ τῆς ὁδοῦ Ἀγίου Κωνσταντίνου. Πληροφορίαι ἐν τῷ καταστήματι Κ. Γ. Νοταρᾶ. [523, 2173, 723, 2232]
paragraph: ΔΕΥΤΕΡΑ, 4 Αὐγούστου. Εἰς Σῦρον, Ρόδον (Σμυρναῖον) 8 π. μ. Εἰς Κέρκυραν, Ἀδριανάλλα, Κωνσταντινούπολιν, εἰς Πάτρας, Μπρίνδιζι, Ρουμανίαν καὶ Ρωσσίαν (Ρωσσικὸν) 10 π. μ. Εἰς Αἴγυπτον, Κύπρον (Ρωσσικὸν) 10 π. μ. [738, 774, 928, 891]
ad-brand: ΚΑΜΠΑΝΙΤΗΣ [531, 2335, 756, 2367]
divider [321, 1432, 490, 1433]
article-headline: ΠΝΙΓΜΟΣ ΔΥΟ ΠΑΙΔΙΩΝ [307, 544, 504, 562]
article-headline: ΕΥΡΕΘΗ ΠΝΙΓΜΕΝΗ [67, 1538, 234, 1555]
subcolumn-left [942, 323, 1195, 1427]
article-subheadline: Η ΜΕΤΑΦΟΡΑ ΤΟΥ ΦΟΝΕΥΘΕΝΤΟΣ [1217, 903, 1464, 917]
banner-headline: ΤΟ ΒΟΥΛΓΑΡΙΚΟΝ ΚΙΝΗΜΑ ΕΝ ΜΑΚΕΔΟΝΙΑ [995, 196, 1418, 217]
paragraph: Ὁ ἰατρὸς κ. Γ. Ἐμμανουὴλ ἐπανελθὼν ἐκ τῆς Εὐρώπης ὅπου ἐτελειοποιήθη εἰς τὰς παθήσεις τῶν νεφρῶν καὶ τῶν ὀργάνων τῆς γενέσεως, δέχεται τοὺς ἀσθενεῖς του ἐν τῷ ἰατρείῳ του, ὁδὸς Ἁγίου Κωνσταντίνου 12. [738, 1295, 928, 1413]
paragraph: Ἐνῷ χθὲς τὴν νύκτα ὁ ἀστυφύλαξ Κωνσταντῖνος Παπαδόπουλος περιεπόλευε εἰς τὴν ὁδὸν Ἁγίου Παύλου, παρετήρησε δύο ὑπόπτους νὰ ὑπάγουν πρὸς οἰκίαν τινά. Ὁ ἀστυφύλαξ τοὺς ἠκολούθησε καὶ ὅτε τοὺς πλησίασε, οὗτοι ἐπετέθησαν ἐναντίον του καὶ τὸν ἐτραυμάτισαν διὰ μαχαίρας εἰς τὴν κεφαλήν. Ὁ ἀστυφύλαξ μετεφέρθη εἰς τὸ Δημοτικὸν Νοσοκομεῖον, οἱ δὲ δράσται κατώρθωσαν νὰ διαφύγουν. Ἡ Ἀστυνομία ἐνεργεῖ ἀνακρίσεις πρὸς ἀνακάλυψιν αὐτῶν. [302, 896, 508, 1132]
ad-box [525, 2329, 756, 2520]
column-5 [942, 137, 1471, 2020]
ad-pretitle: ΟΙ ΠΑΣΧΟΝΤΕΣ ΤΟΥΣ [756, 1430, 910, 1444]
divider [961, 933, 1176, 934]
paragraph: Ὁ ΚΟΥΝΟΥΠΗΣ (μὲ φωνὴν τρέμουσαν). Ὁ Κύριος τὴν ἔκανε! Ἐγὼ πλέον δὲν πιστεύω εἰς τίποτε. [13, 1320, 288, 1363]
subcolumn-divider [1202, 323, 1203, 1937]
paragraph: Ὁ ἀποσταλεὶς ἐκ τοῦ Βιλαετίου Βιτωλίων Ὀμὲρ Ρουσδῆ πασᾶς ἀνακοινοῖ περὶ 15,000 στρατοῦ. [942, 457, 1195, 501]
divider [961, 689, 1176, 690]
article-headline: ΟΙ ΕΛΛΗΝΕΣ [1267, 1021, 1414, 1044]
ad-title: ΕΙΔΟΠΟΙΗΣΙΣ [568, 1976, 679, 1994]
paragraph: Μέλους τῆς Γαλλικῆς ὀφθαλμολογικῆς ἑταιρείας, ἐπιστημονικῶς σπουδάσαντος εἰς τὰ Εὐρωπαϊκὰ Πανεπιστήμια. Διαγνώσεις ὁδὸς Πειραιῶς καὶ Σωκράτους 51. [752, 1564, 914, 1667]
paragraph: Τὰ παιδιά, τὰ ὁποῖα εἶχον καταπιεῖ πολὺ νερόν, παρελήφθησαν ὑπὸ τῶν γονέων των καὶ μετεφέρθησαν εἰς τὰς οἰκίας των. [302, 779, 508, 852]
paragraph: λακτικὰ αὐτῶν μέτρα ἐντὸς ὀλίγων ἡμερῶν ΘΑ ΕΥΡΙΣΚΕΤΑΙ ΕΙΣ ΘΕΣΣΑΛΟΝΙΚΗΝ! Ἡ ἐπιστολὴ αὐτὴ ἀφορμὴν ἔδωκε νὰ ληφθῶσιν ἔτι αὐστηρότερα μέτρα ἀπὸ τῶν ἐν Θεσσαλονίκῃ Ἀρχῶν. [1211, 323, 1469, 411]
section-title: ΤΕΛΕΥΤΑΙΑ ΩΡΑ [1016, 141, 1398, 191]
paragraph: ΠΕΡΙ ΤΗΝ 1 πρωϊνὴν ὥραν τῆς χθὲς ἡ ἐξ Κωνσταντινουπόλεως ἐρχομένη ἐπισκέψεως χάριν εἰς τὸν πλατεῖαν τοῦ Θησείου, Ἡ ξενῖτις ἐξέτεινε τὴν χεῖρα πρὸς τὸ καφενεῖον Δ. Ἀραβίδα ὅπου εὑρέθησαν εἰς τὸ βάρος ὑπερτριακοσίων ἀνθρώπων κατευχαριστώτων μετὰ πόθου τὰς νέας εἰδήσεις. Οἱ ἀρχαὶ ἐπενέβησαν, ἀπεμάκρυναν τὸ πλῆθος. Τὸ ἐπεισόδιον προυκάλεσε πολλὴν ἐντύπωσιν. [738, 209, 928, 416]
divider [961, 1270, 1176, 1271]
divider [32, 1653, 269, 1654]
column-divider [295, 137, 296, 2020]
article-subheadline: Ὁ ὑπηρέτης καφενείου σωτήρας [322, 569, 489, 596]
signature: Δ. Κ. [1443, 661, 1469, 675]
article-headline: Η ΕΠΑΝΑΣΤΑΣΙΣ [1245, 1337, 1436, 1361]
article-subheadline: ΑΙ ΣΥΣΤΑΣΕΙΣ ΤΗΣ ΚΥΒΕΡΝΗΣΕΩΣ [1216, 1094, 1465, 1107]
paragraph: Ὁ ΚΟΥΝΟΥΠΗΣ (πνίγων τὰ δάκρυά του). Ἀφοῦ ἦλθε νὰ καθήσῃ, ἔβγαλε τὸ καπέλλο της, κι ἐγὼ εἶδα ὅτι τὰ μαῦρα μαλλιά της ἦσαν... ψεύτικα! Ἦσαν ἕνα κομμάτι μετάξι ραμμένο στὸ καπέλλο! [13, 1165, 288, 1238]
article-headline: ΤΑ ΩΡΑΙΑ ΜΑΥΡΑ ΜΑΛΛΙΑ [50, 187, 250, 235]
paragraph: Κατὰ χθεσινὰς πληροφορίας ἐκ Κωνσταντινουπόλεως, ὁ ὑπὸ τοῦ Σουλτάνου Ἀχιὲτ Ἐφένδης μεταβὰς εἰς τὴν ρωσσικὴν πρεσβείαν διεβίβασε πρὸς τὸν κ. Ζηνόβιεφ τὰ συλλυπητήρια τῆς Α. Μ. τοῦ Ὑψηλοῦ Πατρὸς διὰ τὸν φόνον τοῦ ἐν Βιτωλίοις προξένου Ροστκόφσκη. Ἡ Α. Μ. ἐχορήγησεν εἰς τὴν σύζυγον τοῦ θύματος τὸ ποσὸν τῶν 200,000 φράγκων. [1211, 766, 1469, 899]
divider [321, 539, 490, 540]
column-3 [523, 137, 756, 2512]
article-subheadline: ΤΗΣ ΚΤΗΜΑΤΙΚΗΣ ΤΡΑΠΕΖΗΣ ΑΙΓΥΠΤΟΥ [326, 275, 484, 302]
paragraph: ΒΙΕΝΝΗ, Κυριακὴ μεσονύκτιον.—Τηλεγραφήματα τῆς Σόφιας λέγουσιν ὅτι ὁ εἷς τῶν ἀρχηγῶν τοῦ κινήματος Βόρης Σαράφωφ δι' ἐπιστολῆς του πρὸς τὰς Ὀθωμανικὰς Ἀρχὰς Θεσσαλονίκης δηλοῖ ὅτι μεθ' ὅλα τὰ πρακτικὰ [942, 1337, 1195, 1426]
